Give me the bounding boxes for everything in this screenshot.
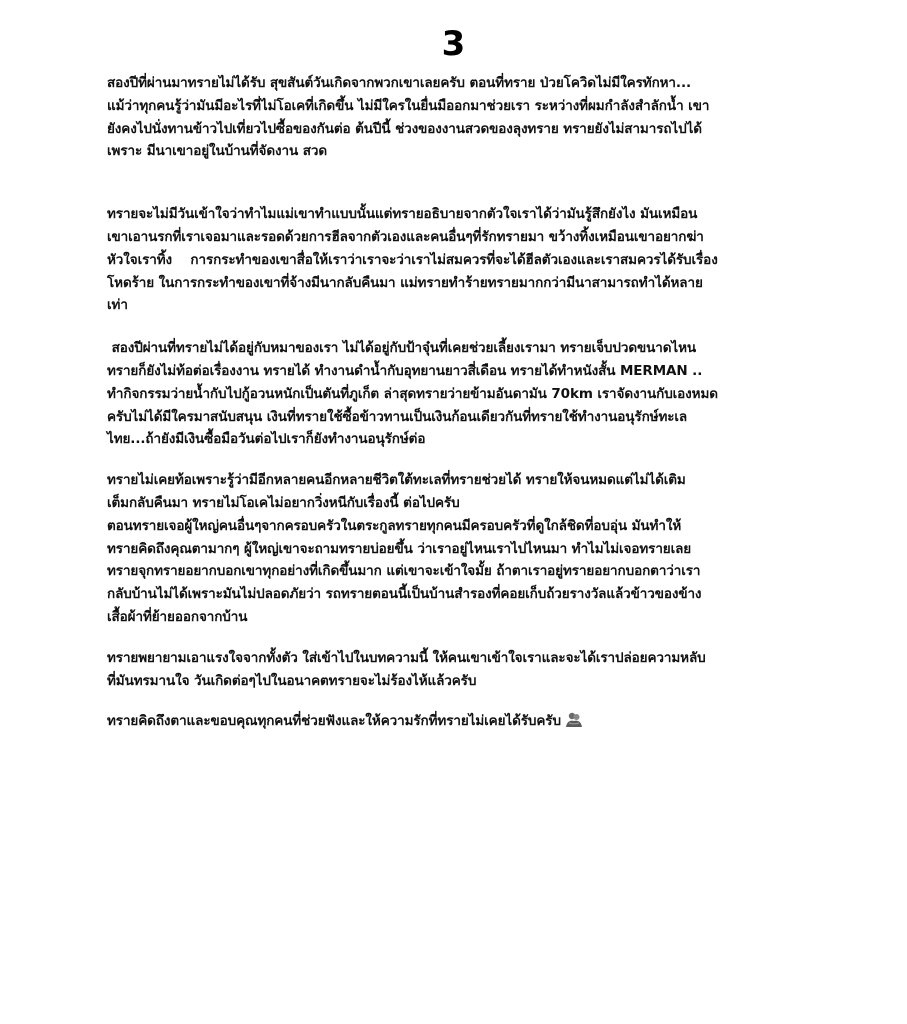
text-line: ทรายไม่เคยท้อเพราะรู้ว่ามีอีกหลายคนอีกหลายชีวิตใต้ทะเลที่ทรายช่วยได้ ทรายให้จนหมดแต่ไม่ได้เติม [107,472,686,489]
paragraph-6 [107,710,802,733]
text-line: สองปีที่ผ่านมาทรายไม่ได้รับ สุขสันต์วันเกิดจากพวกเขาเลยครับ ตอนที่ทราย ป่วยโควิดไม่มีใครทักหา... [107,75,692,91]
hug-emoji-icon [565,711,583,727]
text-line [107,710,802,733]
text-line: เขาเอานรกที่เราเจอมาและรอดด้วยการฮีลจากตัวเองและคนอื่นๆที่รักทรายมา ขว้างทิ้งเหมือนเขาอยากฆ่า [107,228,704,245]
paragraph-spacer [107,317,802,337]
text-line: แม้ว่าทุกคนรู้ว่ามันมีอะไรที่ไม่โอเคที่เกิดขึ้น ไม่มีใครในยื่นมืออกมาช่วยเรา ระหว่างที่ผมกำลังสำลักน้ำ เขา [107,97,710,114]
paragraph-spacer [107,629,802,647]
text-line: หัวใจเราทิ้ง การกระทำของเขาสื่อให้เราว่าเราจะว่าเราไม่สมควรที่จะได้ฮีลตัวเองและเราสมควรได้รับเรื่อง [107,251,718,268]
paragraph-2 [107,203,802,317]
paragraph-spacer [107,451,802,469]
paragraph-4 [107,469,802,629]
text-line: ที่มันทรมานใจ วันเกิดต่อๆไปในอนาคตทรายจะไม่ร้องไห้แล้วครับ [107,672,477,689]
paragraph-spacer [107,692,802,710]
text-line: ทรายจะไม่มีวันเข้าใจว่าทำไมแม่เขาทำแบบนั้นแต่ทรายอธิบายจากตัวใจเราได้ว่ามันรู้สึกยังไง มันเหมือน [107,206,698,223]
paragraph-5 [107,647,802,693]
paragraph-spacer [107,163,802,203]
text-line: เพราะ มีนาเขาอยู่ในบ้านที่จัดงาน สวด [107,143,328,160]
text-line: ทรายพยายามเอาแรงใจจากทั้งตัว ใส่เข้าไปในบทความนี้ ให้คนเขาเข้าใจเราและจะได้เราปล่อยความหลับ [107,649,706,666]
text-line: ทรายคิดถึงคุณตามากๆ ผู้ใหญ่เขาจะถามทรายบ่อยขึ้น ว่าเราอยู่ไหนเราไปไหนมา ทำไมไม่เจอทรายเลย [107,540,692,557]
page-number: 3 [441,24,466,64]
paragraph-3 [107,337,802,451]
text-line: ทำกิจกรรมว่ายน้ำกับไปกู้อวนหนักเป็นตันที่ภูเก็ต ล่าสุดทรายว่ายข้ามอันดามัน 70km เราจัดงานกับเองหมด [107,385,718,402]
text-line: ทรายก็ยังไม่ท้อต่อเรื่องงาน ทรายได้ ทำงานดำน้ำกับอุทยานยาวสี่เดือน ทรายได้ทำหนังสั้น MERMAN .. [107,362,703,379]
document-body [107,72,802,733]
paragraph-1 [107,72,802,163]
text-line: กลับบ้านไม่ได้เพราะมันไม่ปลอดภัยว่า รถทรายตอนนี้เป็นบ้านสำรองที่คอยเก็บถ้วยรางวัลแล้วข้าวของข้าง [107,586,702,603]
text-line: สองปีผ่านที่ทรายไม่ได้อยู่กับหมาของเรา ไม่ได้อยู่กับป้าจุ๋นที่เคยช่วยเลี้ยงเรามา ทรายเจ็บปวดขนาดไหน [107,340,697,357]
closing-text: ทรายคิดถึงตาและขอบคุณทุกคนที่ช่วยฟังและให้ความรักที่ทรายไม่เคยได้รับครับ [107,713,561,730]
text-line: เท่า [107,297,128,314]
text-line: เสื้อผ้าที่ย้ายออกจากบ้าน [107,608,248,625]
text-line: ทรายจุกทรายอยากบอกเขาทุกอย่างที่เกิดขึ้นมาก แต่เขาจะเข้าใจมั้ย ถ้าตาเราอยู่ทรายอยากบอกตาว่าเรา [107,563,701,580]
text-line: โหดร้าย ในการกระทำของเขาที่จ้างมีนากลับคืนมา แม่ทรายทำร้ายทรายมากกว่ามีนาสามารถทำได้หลาย [107,274,703,291]
text-line: ตอนทรายเจอผู้ใหญ่คนอื่นๆจากครอบครัวในตระกูลทรายทุกคนมีครอบครัวที่ดูใกล้ชิดที่อบอุ่น มันทำให้ [107,517,682,534]
text-line: ยังคงไปนั่งทานข้าวไปเที่ยวไปซื้อของกันต่อ ต้นปีนี้ ช่วงของงานสวดของลุงทราย ทรายยังไม่สามารถไปได้ [107,120,702,137]
text-line: ครับไม่ได้มีใครมาสนับสนุน เงินที่ทรายใช้ซื้อข้าวทานเป็นเงินก้อนเดียวกันที่ทรายใช้ทำงานอนุรักษ์ทะเล [107,408,688,425]
text-line: เต็มกลับคืนมา ทรายไม่โอเคไม่อยากวิ่งหนีกับเรื่องนี้ ต่อไปครับ [107,494,460,511]
text-line: ไทย...ถ้ายังมีเงินซื้อมือวันต่อไปเราก็ยังทำงานอนุรักษ์ต่อ [107,431,426,448]
